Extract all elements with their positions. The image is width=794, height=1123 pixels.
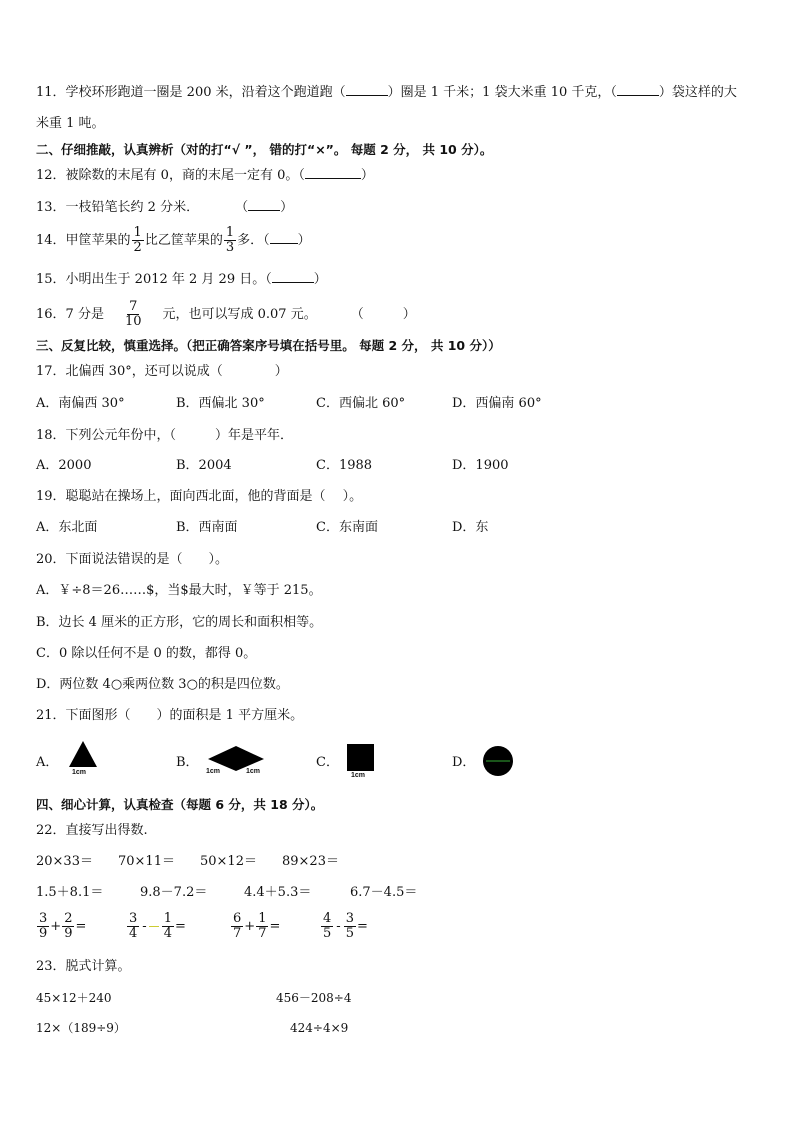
calc-item: 70×11＝ [118, 854, 175, 869]
fraction-calc-item: $\frac{3}{4}$ - $\frac{1}{4}$ = [129, 911, 186, 941]
option-a[interactable]: A．南偏西 30° [36, 396, 125, 411]
option-d[interactable]: D．两位数 4○乘两位数 3○的积是四位数。 [36, 677, 289, 692]
fraction: $\frac{1}{3}$ [225, 225, 235, 255]
calc-item: 50×12＝ [200, 854, 257, 869]
highlight-mark [149, 926, 159, 927]
option-a[interactable]: A．东北面 [36, 520, 98, 535]
question-13: 13．一枝铅笔长约 2 分米． （ ） [36, 200, 294, 215]
question-11-line1: 11．学校环形跑道一圈是 200 米，沿着这个跑道跑（ ）圈是 1 千米；1 袋大米重 10 千克，（ ）袋这样的大 [36, 85, 737, 100]
fraction: $\frac{6}{7}$ [233, 911, 242, 941]
option-c[interactable]: C．西偏北 60° [316, 396, 406, 411]
question-15: 15．小明出生于 2012 年 2 月 29 日。（ ） [36, 272, 327, 287]
option-b[interactable]: B．西南面 [176, 520, 238, 535]
fraction-calc-item: $\frac{4}{5}$ - $\frac{3}{5}$ = [323, 911, 368, 941]
square-shape [344, 742, 378, 772]
section-2-title: 二、仔细推敲，认真辨析（对的打“√ ”， 错的打“×”。 每题 2 分， 共 10 分）。 [36, 142, 493, 157]
option-d[interactable]: D．1900 [452, 458, 509, 473]
fraction-calc-item: $\frac{3}{9}$ + $\frac{2}{9}$ = [39, 911, 87, 941]
question-22: 22．直接写出得数. [36, 823, 148, 838]
question-21: 21．下面图形（ ）的面积是 1 平方厘米。 [36, 708, 304, 723]
circle-figure [480, 743, 516, 779]
option-a[interactable]: A． [36, 755, 59, 770]
option-b[interactable]: B． [176, 755, 199, 770]
answer-blank[interactable] [346, 83, 388, 96]
calc-item: 20×33＝ [36, 854, 93, 869]
calc-item: 6.7－4.5＝ [350, 885, 418, 900]
option-b[interactable]: B．2004 [176, 458, 232, 473]
section-4-title: 四、细心计算，认真检查（每题 6 分，共 18 分）。 [36, 797, 324, 812]
answer-paren[interactable]: （ ） [350, 307, 416, 322]
fraction: $\frac{3}{5}$ [345, 911, 354, 941]
fraction: $\frac{3}{9}$ [39, 911, 48, 941]
section-3-title: 三、反复比较，慎重选择。（把正确答案序号填在括号里。 每题 2 分， 共 10 分）） [36, 338, 501, 353]
answer-blank[interactable] [617, 83, 659, 96]
fraction: $\frac{1}{2}$ [133, 225, 142, 255]
option-a[interactable]: A．2000 [36, 458, 92, 473]
question-23: 23．脱式计算。 [36, 959, 131, 974]
calc-item: 9.8－7.2＝ [140, 885, 208, 900]
shape-label: 1cm [72, 769, 87, 776]
square-figure [344, 742, 378, 782]
option-c[interactable]: C．1988 [316, 458, 373, 473]
calc-item: 424÷4×9 [290, 1021, 349, 1035]
shape-label: 1cm [206, 768, 221, 775]
option-b[interactable]: B．西偏北 30° [176, 396, 265, 411]
question-20: 20．下面说法错误的是（ ）。 [36, 552, 229, 567]
answer-blank[interactable] [305, 166, 361, 179]
question-14: 14．甲筐苹果的 $\frac{1}{2}$ 比乙筐苹果的 $\frac{1}{3}$ 多．（ ） [36, 225, 311, 255]
question-11-line2: 米重 1 吨。 [36, 116, 105, 131]
fraction: $\frac{2}{9}$ [64, 911, 73, 941]
answer-blank[interactable] [272, 270, 314, 283]
rhombus-figure [204, 744, 268, 780]
calc-item: 4.4＋5.3＝ [244, 885, 312, 900]
calc-item: 12×（189÷9） [36, 1021, 126, 1035]
calc-item: 89×23＝ [282, 854, 339, 869]
option-c[interactable]: C．东南面 [316, 520, 378, 535]
option-c[interactable]: C．0 除以任何不是 0 的数，都得 0。 [36, 646, 257, 661]
shape-label: 1cm [351, 772, 366, 779]
question-18: 18．下列公元年份中，（ ）年是平年． [36, 428, 294, 443]
triangle-figure [66, 739, 100, 779]
fraction: $\frac{7}{10}$ [124, 299, 142, 329]
question-19: 19．聪聪站在操场上，面向西北面，他的背面是（ ）。 [36, 489, 363, 504]
calc-item: 456－208÷4 [276, 991, 352, 1005]
fraction: $\frac{1}{7}$ [258, 911, 267, 941]
option-b[interactable]: B．边长 4 厘米的正方形，它的周长和面积相等。 [36, 615, 323, 630]
option-d[interactable]: D．东 [452, 520, 489, 535]
option-d[interactable]: D． [452, 755, 476, 770]
fraction: $\frac{3}{4}$ [129, 911, 138, 941]
option-a[interactable]: A．￥÷8＝26……$，当$最大时，￥等于 215。 [36, 583, 322, 598]
option-c[interactable]: C． [316, 755, 339, 770]
question-17: 17．北偏西 30°，还可以说成（ ） [36, 364, 288, 379]
question-12: 12．被除数的末尾有 0，商的末尾一定有 0。（ ） [36, 168, 374, 183]
answer-blank[interactable] [270, 231, 298, 244]
question-16: 16．7 分是 $\frac{7}{10}$ 元，也可以写成 0.07 元。 （ ） [36, 299, 416, 329]
triangle-shape [66, 739, 100, 771]
shape-label: 1cm [246, 768, 261, 775]
fraction: $\frac{4}{5}$ [323, 911, 332, 941]
answer-blank[interactable] [248, 198, 280, 211]
fraction-calc-item: $\frac{6}{7}$ + $\frac{1}{7}$ = [233, 911, 281, 941]
fraction: $\frac{1}{4}$ [163, 911, 172, 941]
calc-item: 1.5＋8.1＝ [36, 885, 104, 900]
calc-item: 45×12＋240 [36, 991, 112, 1005]
circle-shape [480, 743, 516, 779]
option-d[interactable]: D．西偏南 60° [452, 396, 542, 411]
